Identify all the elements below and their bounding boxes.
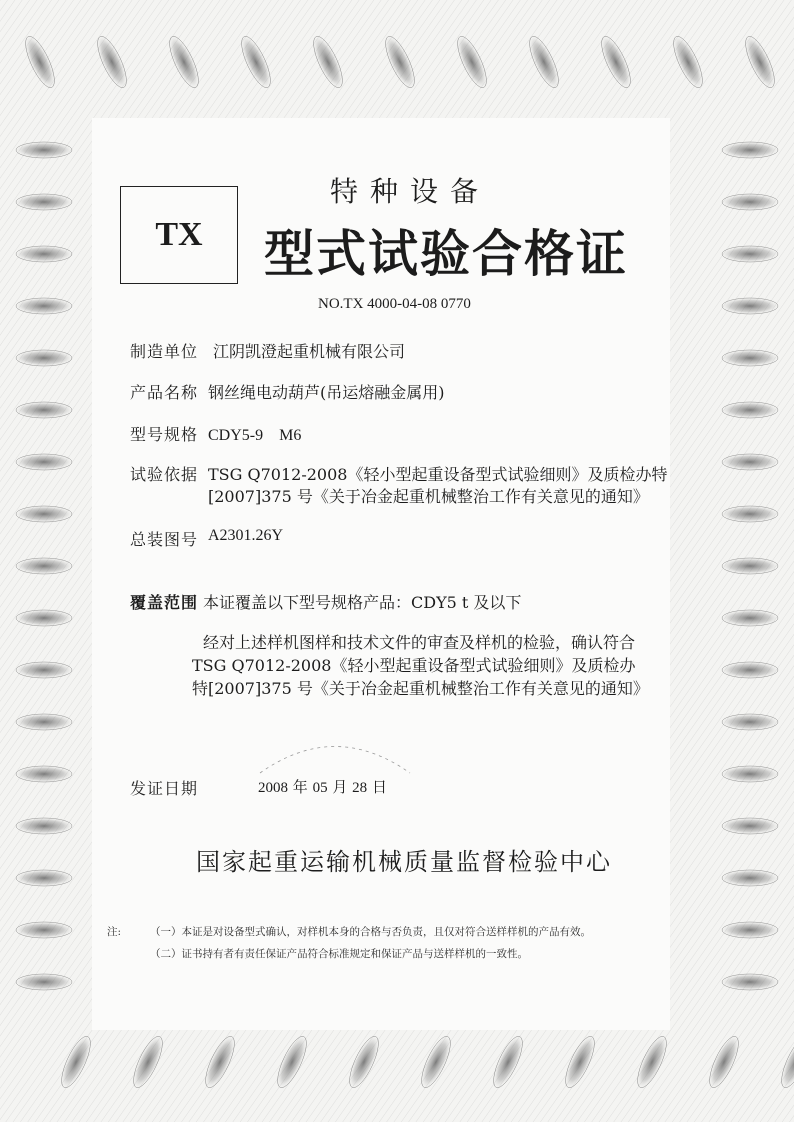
- border-leaf: [722, 194, 778, 210]
- border-leaf: [722, 870, 778, 886]
- border-leaf: [16, 194, 72, 210]
- issue-date-label: 发证日期: [130, 779, 199, 798]
- model-spec-value: CDY5-9 M6: [208, 427, 302, 444]
- note-2: （二）证书持有者有责任保证产品符合标准规定和保证产品与送样样机的一致性。: [150, 948, 528, 960]
- border-leaf: [16, 506, 72, 522]
- border-leaf: [16, 402, 72, 418]
- border-leaf: [16, 350, 72, 366]
- issue-year: 2008: [258, 780, 288, 796]
- border-leaf: [16, 142, 72, 158]
- border-leaf: [722, 662, 778, 678]
- certificate-number: NO.TX 4000-04-08 0770: [318, 296, 471, 312]
- product-name-value: 钢丝绳电动葫芦(吊运熔融金属用): [208, 383, 445, 402]
- assembly-drawing-value: A2301.26Y: [208, 527, 284, 544]
- manufacturer-value: 江阴凯澄起重机械有限公司: [213, 342, 406, 361]
- border-leaf: [16, 714, 72, 730]
- test-basis-value-line1: TSG Q7012-2008《轻小型起重设备型式试验细则》及质检办特: [208, 465, 668, 484]
- manufacturer-label: 制造单位: [130, 342, 199, 361]
- border-leaf: [722, 766, 778, 782]
- coverage-value: 本证覆盖以下型号规格产品：CDY5 t 及以下: [203, 593, 522, 612]
- border-leaf: [722, 922, 778, 938]
- border-leaf: [722, 974, 778, 990]
- border-leaf: [16, 766, 72, 782]
- border-leaf: [16, 246, 72, 262]
- issuing-authority: 国家起重运输机械质量监督检验中心: [196, 848, 612, 876]
- issue-month: 05: [312, 780, 328, 796]
- issue-month-unit: 月: [332, 778, 348, 796]
- border-leaf: [722, 714, 778, 730]
- border-leaf: [722, 818, 778, 834]
- conclusion-line-1: 经对上述样机图样和技术文件的审查及样机的检验，确认符合: [203, 633, 636, 652]
- border-leaf: [16, 922, 72, 938]
- conclusion-line-2: TSG Q7012-2008《轻小型起重设备型式试验细则》及质检办: [192, 656, 636, 675]
- border-leaf: [16, 558, 72, 574]
- issue-date: [258, 776, 387, 797]
- official-seal-mark: [250, 728, 420, 778]
- product-name-label: 产品名称: [130, 383, 199, 402]
- border-leaf: [722, 246, 778, 262]
- tx-logo: TX: [120, 186, 238, 284]
- certificate-title: 型式试验合格证: [264, 224, 628, 283]
- border-leaf: [16, 610, 72, 626]
- border-leaf: [16, 298, 72, 314]
- assembly-drawing-label: 总装图号: [130, 530, 199, 549]
- issue-day: 28: [352, 780, 368, 796]
- note-1: （一）本证是对设备型式确认，对样机本身的合格与否负责，且仅对符合送样样机的产品有效。: [150, 926, 591, 938]
- border-leaf: [722, 558, 778, 574]
- coverage-label: 覆盖范围: [130, 593, 199, 612]
- border-leaf: [722, 350, 778, 366]
- issue-year-unit: 年: [292, 778, 308, 796]
- border-leaf: [16, 818, 72, 834]
- certificate-subtitle: 特种设备: [330, 175, 491, 208]
- border-leaf: [722, 298, 778, 314]
- border-leaf: [722, 402, 778, 418]
- test-basis-value-line2: [2007]375 号《关于冶金起重机械整治工作有关意见的通知》: [208, 487, 649, 506]
- border-leaf: [16, 662, 72, 678]
- test-basis-label: 试验依据: [130, 465, 199, 484]
- border-leaf: [16, 454, 72, 470]
- border-leaf: [16, 974, 72, 990]
- model-spec-label: 型号规格: [130, 425, 199, 444]
- issue-day-unit: 日: [371, 778, 387, 796]
- border-leaf: [722, 454, 778, 470]
- border-leaf: [722, 610, 778, 626]
- border-leaf: [722, 506, 778, 522]
- border-leaf: [16, 870, 72, 886]
- conclusion-line-3: 特[2007]375 号《关于冶金起重机械整治工作有关意见的通知》: [192, 679, 649, 698]
- border-leaf: [722, 142, 778, 158]
- notes-prefix: 注:: [107, 926, 122, 938]
